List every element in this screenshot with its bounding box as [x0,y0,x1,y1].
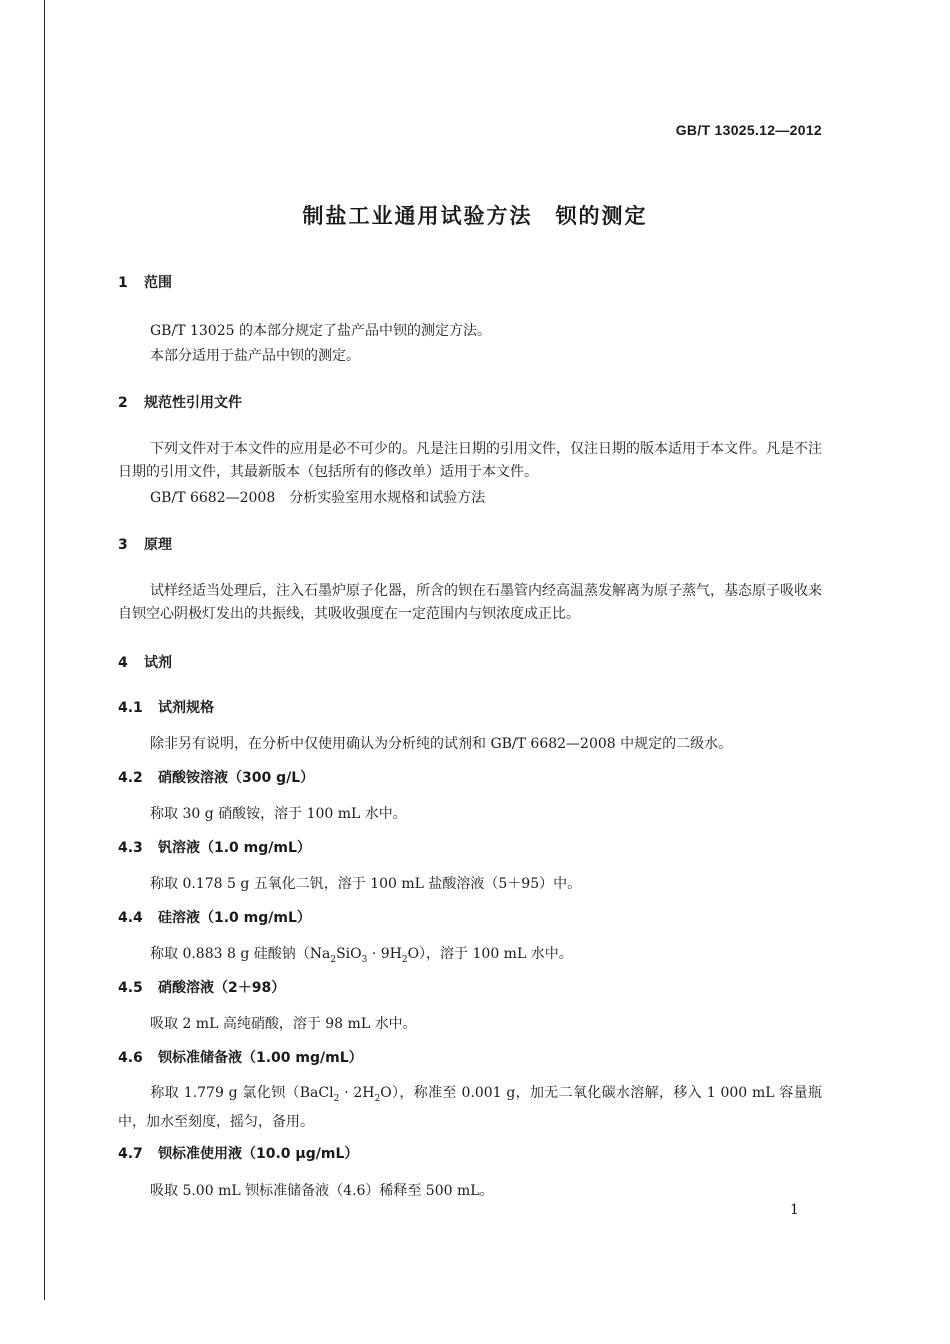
section-number: 1 [118,275,128,291]
section-number: 4 [118,655,128,671]
section-number: 4.4 [118,910,143,926]
reference-item: GB/T 6682—2008 分析实验室用水规格和试验方法 [150,490,486,506]
section-4-1-heading [118,697,214,717]
section-number: 3 [118,537,128,553]
ammonium-nitrate-text: 称取 30 g 硝酸铵，溶于 100 mL 水中。 [150,806,407,822]
normative-references-paragraph [118,438,822,484]
section-number: 4.5 [118,980,143,996]
document-title: 制盐工业通用试验方法 钡的测定 [302,204,648,228]
section-number: 4.7 [118,1146,143,1162]
section-3-heading [118,534,172,554]
barium-stock-paragraph: 称取 1.779 g 氯化钡（BaCl$_2$ · $2H_2O$），称准至 0.001 g，加无二氧化碳水溶解，移入 1 000 mL 容量瓶中，加水至刻度，摇匀，备用。 [118,1085,823,1130]
nitric-acid-text: 吸取 2 mL 高纯硝酸，溶于 98 mL 水中。 [150,1016,417,1032]
section-number: 4.2 [118,770,143,786]
vanadium-solution-text: 称取 0.178 5 g 五氧化二钒，溶于 100 mL 盐酸溶液（5＋95）中。 [150,876,582,892]
paragraph-text: 试样经适当处理后，注入石墨炉原子化器，所含的钡在石墨管内经高温蒸发解离为原子蒸气，基态原子吸收来自钡空心阴极灯发出的共振线，其吸收强度在一定范围内与钡浓度成正比。 [118,583,822,622]
section-title: 钡标准使用液（10.0 μg/mL） [158,1146,359,1162]
standard-number: GB/T 13025.12—2012 [675,122,822,138]
section-title: 钡标准储备液（1.00 mg/mL） [158,1050,363,1066]
page-number: 1 [790,1202,799,1218]
section-title: 试剂规格 [158,700,214,716]
section-number: 4.3 [118,840,143,856]
left-margin-rule [44,0,45,1300]
section-title: 规范性引用文件 [144,395,242,411]
scope-line-1: GB/T 13025 的本部分规定了盐产品中钡的测定方法。 [150,323,491,339]
section-number: 4.1 [118,700,143,716]
section-1-heading [118,272,172,292]
section-title: 硅溶液（1.0 mg/mL） [158,910,311,926]
paragraph-text: 下列文件对于本文件的应用是必不可少的。凡是注日期的引用文件，仅注日期的版本适用于本文件。凡是不注日期的引用文件，其最新版本（包括所有的修改单）适用于本文件。 [118,441,822,480]
section-4-7-heading [118,1143,358,1163]
reagent-spec-text: 除非另有说明，在分析中仅使用确认为分析纯的试剂和 GB/T 6682—2008 中规定的二级水。 [150,736,733,752]
scope-line-2: 本部分适用于盐产品中钡的测定。 [150,348,360,364]
section-4-2-heading [118,767,314,787]
section-title: 试剂 [144,655,172,671]
section-title: 钒溶液（1.0 mg/mL） [158,840,311,856]
section-4-6-heading [118,1047,363,1067]
section-number: 2 [118,395,128,411]
section-4-3-heading [118,837,311,857]
silicon-solution-text: 称取 0.883 8 g 硅酸钠$(Na_2SiO_3 \cdot 9H_2O)$，溶于 100 mL 水中。 [150,946,573,965]
section-4-4-heading [118,907,311,927]
section-4-5-heading [118,977,285,997]
barium-working-text: 吸取 5.00 mL 钡标准储备液（4.6）稀释至 500 mL。 [150,1183,494,1199]
section-number: 4.6 [118,1050,143,1066]
section-title: 范围 [144,275,172,291]
section-title: 硝酸铵溶液（300 g/L） [158,770,315,786]
section-2-heading [118,392,242,412]
section-title: 原理 [144,537,172,553]
section-4-heading [118,652,172,672]
section-title: 硝酸溶液（2＋98） [158,980,286,996]
principle-paragraph [118,580,822,626]
